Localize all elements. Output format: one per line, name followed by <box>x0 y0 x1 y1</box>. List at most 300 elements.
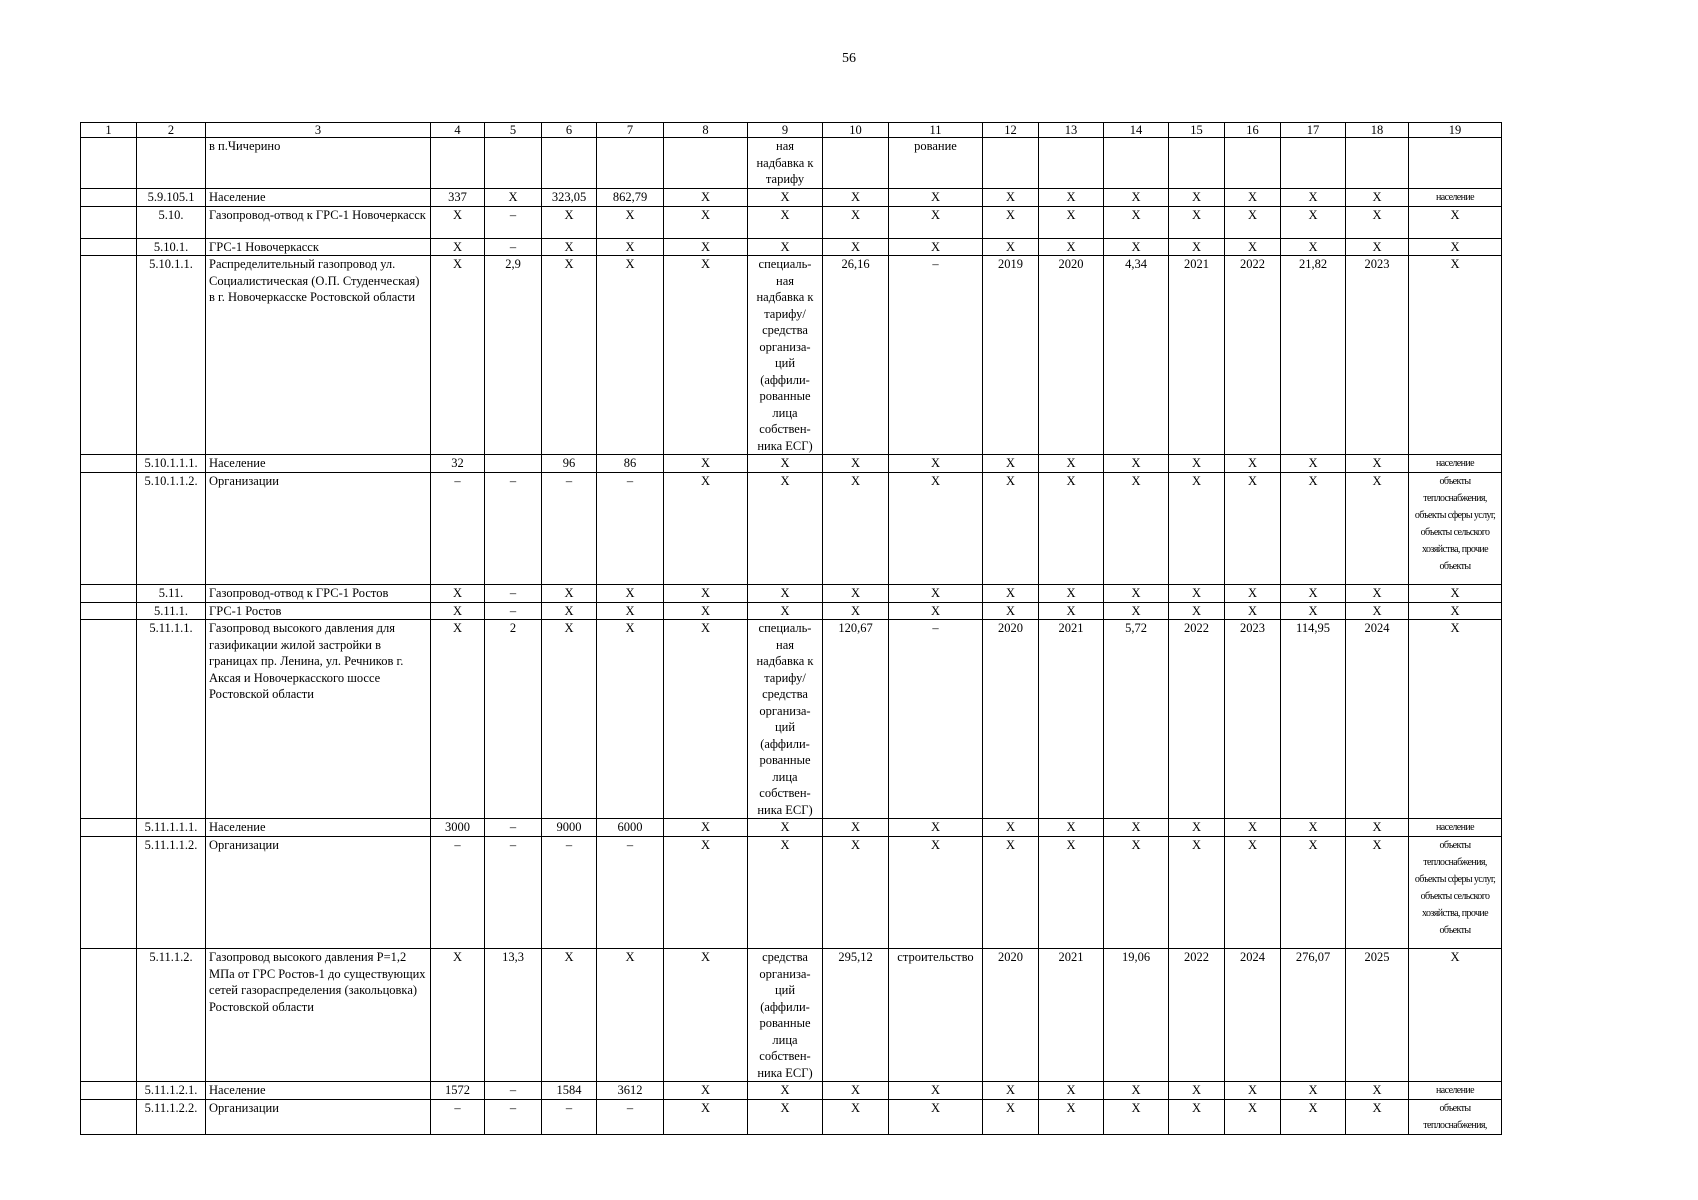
table-cell-col-16: X <box>1225 455 1281 473</box>
table-cell-col-19: X <box>1409 602 1502 620</box>
table-cell-col-4: 337 <box>431 188 485 206</box>
table-cell-col-19: X <box>1409 620 1502 819</box>
table-cell-col-18: X <box>1346 455 1409 473</box>
table-cell-col-15: X <box>1169 585 1225 603</box>
table-cell-col-10: X <box>823 819 889 837</box>
table-cell-col-12: X <box>983 206 1039 238</box>
table-cell-col-11: – <box>889 620 983 819</box>
column-header-3: 3 <box>206 123 431 138</box>
table-cell-col-10 <box>823 138 889 189</box>
table-cell-col-17 <box>1281 138 1346 189</box>
table-cell-col-2: 5.10.1. <box>137 238 206 256</box>
table-cell-col-18: X <box>1346 1082 1409 1100</box>
table-cell-col-5: – <box>485 473 542 585</box>
table-cell-col-15: 2022 <box>1169 620 1225 819</box>
table-cell-col-5: – <box>485 1100 542 1135</box>
table-cell-col-15: X <box>1169 455 1225 473</box>
table-row <box>81 1100 1502 1135</box>
table-cell-col-11: X <box>889 238 983 256</box>
table-row <box>81 585 1502 603</box>
table-cell-col-18: 2023 <box>1346 256 1409 455</box>
table-cell-col-7: X <box>597 256 664 455</box>
table-cell-col-8: X <box>664 949 748 1082</box>
table-cell-col-5: 13,3 <box>485 949 542 1082</box>
column-header-18: 18 <box>1346 123 1409 138</box>
table-cell-col-16: X <box>1225 837 1281 949</box>
table-cell-col-18: X <box>1346 602 1409 620</box>
table-cell-col-3: Организации <box>206 473 431 585</box>
table-cell-col-7: X <box>597 585 664 603</box>
table-cell-col-3: Население <box>206 455 431 473</box>
table-cell-col-8: X <box>664 256 748 455</box>
table-cell-col-2: 5.10.1.1.1. <box>137 455 206 473</box>
table-cell-col-11: X <box>889 188 983 206</box>
table-cell-col-12: X <box>983 837 1039 949</box>
table-cell-col-9: X <box>748 455 823 473</box>
table-cell-col-6: – <box>542 473 597 585</box>
table-cell-col-14: X <box>1104 837 1169 949</box>
table-row <box>81 620 1502 819</box>
table-cell-col-6: – <box>542 837 597 949</box>
table-cell-col-1 <box>81 206 137 238</box>
table-cell-col-14: 5,72 <box>1104 620 1169 819</box>
table-cell-col-5: – <box>485 585 542 603</box>
table-cell-col-10: X <box>823 188 889 206</box>
table-cell-col-15: X <box>1169 238 1225 256</box>
table-cell-col-13: X <box>1039 819 1104 837</box>
column-header-2: 2 <box>137 123 206 138</box>
table-cell-col-13: X <box>1039 1082 1104 1100</box>
table-cell-col-5: – <box>485 602 542 620</box>
table-cell-col-17: 114,95 <box>1281 620 1346 819</box>
table-cell-col-3: Газопровод-отвод к ГРС-1 Новочеркасск <box>206 206 431 238</box>
table-cell-col-6: X <box>542 585 597 603</box>
table-cell-col-11: X <box>889 473 983 585</box>
table-cell-col-3: ГРС-1 Новочеркасск <box>206 238 431 256</box>
table-cell-col-11: X <box>889 206 983 238</box>
table-cell-col-9: специаль- ная надбавка к тарифу/ средства организа- ций (аффили- рованные лица собствен- ника ЕСГ) <box>748 620 823 819</box>
table-cell-col-2: 5.11.1.2. <box>137 949 206 1082</box>
table-cell-col-19: население <box>1409 1082 1502 1100</box>
table-cell-col-5: X <box>485 188 542 206</box>
table-cell-col-7: – <box>597 837 664 949</box>
column-header-16: 16 <box>1225 123 1281 138</box>
table-cell-col-19: население <box>1409 819 1502 837</box>
table-row <box>81 455 1502 473</box>
table-cell-col-18: X <box>1346 1100 1409 1135</box>
column-header-5: 5 <box>485 123 542 138</box>
table-cell-col-10: X <box>823 1100 889 1135</box>
table-cell-col-18: X <box>1346 206 1409 238</box>
table-cell-col-18 <box>1346 138 1409 189</box>
table-cell-col-16: X <box>1225 602 1281 620</box>
table-cell-col-11: рование <box>889 138 983 189</box>
table-cell-col-13: X <box>1039 473 1104 585</box>
table-cell-col-14: X <box>1104 238 1169 256</box>
page-number: 56 <box>842 51 856 66</box>
table-cell-col-9: X <box>748 238 823 256</box>
table-cell-col-13: X <box>1039 837 1104 949</box>
column-header-17: 17 <box>1281 123 1346 138</box>
table-cell-col-3: Население <box>206 188 431 206</box>
table-cell-col-5: 2 <box>485 620 542 819</box>
table-cell-col-9: X <box>748 602 823 620</box>
table-cell-col-6: X <box>542 206 597 238</box>
table-cell-col-13 <box>1039 138 1104 189</box>
table-cell-col-6: X <box>542 256 597 455</box>
table-cell-col-12: X <box>983 585 1039 603</box>
table-cell-col-5: – <box>485 238 542 256</box>
table-cell-col-14: X <box>1104 1082 1169 1100</box>
table-cell-col-9: средства организа- ций (аффили- рованные лица собствен- ника ЕСГ) <box>748 949 823 1082</box>
table-cell-col-15 <box>1169 138 1225 189</box>
table-cell-col-15: X <box>1169 206 1225 238</box>
table-cell-col-19: X <box>1409 585 1502 603</box>
data-table <box>80 122 1502 1135</box>
table-row <box>81 819 1502 837</box>
table-cell-col-8: X <box>664 1100 748 1135</box>
column-header-11: 11 <box>889 123 983 138</box>
table-cell-col-14: X <box>1104 455 1169 473</box>
table-cell-col-16 <box>1225 138 1281 189</box>
table-cell-col-14 <box>1104 138 1169 189</box>
table-cell-col-11: X <box>889 1082 983 1100</box>
table-cell-col-5: – <box>485 206 542 238</box>
table-cell-col-18: X <box>1346 585 1409 603</box>
table-cell-col-10: X <box>823 238 889 256</box>
table-cell-col-4: – <box>431 837 485 949</box>
table-cell-col-1 <box>81 837 137 949</box>
table-row <box>81 1082 1502 1100</box>
table-cell-col-1 <box>81 256 137 455</box>
table-body <box>81 138 1502 1135</box>
table-cell-col-12: 2020 <box>983 620 1039 819</box>
table-cell-col-9: X <box>748 1082 823 1100</box>
table-cell-col-6: X <box>542 620 597 819</box>
table-cell-col-6: X <box>542 602 597 620</box>
table-cell-col-8: X <box>664 473 748 585</box>
table-cell-col-8: X <box>664 206 748 238</box>
table-cell-col-17: X <box>1281 238 1346 256</box>
table-cell-col-7: 862,79 <box>597 188 664 206</box>
table-cell-col-13: X <box>1039 602 1104 620</box>
table-cell-col-13: 2021 <box>1039 620 1104 819</box>
table-cell-col-17: X <box>1281 819 1346 837</box>
table-cell-col-11: X <box>889 1100 983 1135</box>
table-cell-col-6: 9000 <box>542 819 597 837</box>
table-cell-col-1 <box>81 585 137 603</box>
table-cell-col-14: 4,34 <box>1104 256 1169 455</box>
column-header-19: 19 <box>1409 123 1502 138</box>
table-cell-col-15: 2022 <box>1169 949 1225 1082</box>
table-cell-col-5: – <box>485 837 542 949</box>
table-cell-col-16: 2022 <box>1225 256 1281 455</box>
table-cell-col-7: X <box>597 949 664 1082</box>
table-cell-col-15: X <box>1169 188 1225 206</box>
table-cell-col-3: Организации <box>206 1100 431 1135</box>
table-cell-col-3: в п.Чичерино <box>206 138 431 189</box>
table-cell-col-4: – <box>431 1100 485 1135</box>
table-cell-col-10: X <box>823 1082 889 1100</box>
table-cell-col-8: X <box>664 602 748 620</box>
table-cell-col-14: X <box>1104 188 1169 206</box>
table-cell-col-12: X <box>983 819 1039 837</box>
table-cell-col-12: X <box>983 455 1039 473</box>
table-cell-col-15: X <box>1169 1082 1225 1100</box>
table-cell-col-9: X <box>748 585 823 603</box>
table-cell-col-4: 32 <box>431 455 485 473</box>
table-cell-col-1 <box>81 819 137 837</box>
table-cell-col-19: X <box>1409 949 1502 1082</box>
table-cell-col-7: X <box>597 238 664 256</box>
table-cell-col-1 <box>81 1082 137 1100</box>
table-cell-col-4: X <box>431 256 485 455</box>
table-row <box>81 473 1502 585</box>
table-cell-col-1 <box>81 238 137 256</box>
table-cell-col-1 <box>81 602 137 620</box>
table-cell-col-2: 5.11.1.1.1. <box>137 819 206 837</box>
table-cell-col-16: X <box>1225 238 1281 256</box>
table-cell-col-3: Газопровод-отвод к ГРС-1 Ростов <box>206 585 431 603</box>
table-cell-col-8: X <box>664 188 748 206</box>
table-cell-col-10: X <box>823 837 889 949</box>
column-header-10: 10 <box>823 123 889 138</box>
table-cell-col-15: X <box>1169 819 1225 837</box>
column-header-9: 9 <box>748 123 823 138</box>
table-cell-col-16: 2023 <box>1225 620 1281 819</box>
table-cell-col-12: 2019 <box>983 256 1039 455</box>
table-cell-col-13: X <box>1039 585 1104 603</box>
table-cell-col-17: 276,07 <box>1281 949 1346 1082</box>
table-cell-col-2: 5.9.105.1 <box>137 188 206 206</box>
table-cell-col-19: X <box>1409 206 1502 238</box>
table-cell-col-9: X <box>748 819 823 837</box>
table-cell-col-4: X <box>431 238 485 256</box>
table-cell-col-4: 1572 <box>431 1082 485 1100</box>
table-cell-col-15: X <box>1169 602 1225 620</box>
table-cell-col-10: X <box>823 602 889 620</box>
table-cell-col-9: X <box>748 188 823 206</box>
table-cell-col-7: X <box>597 206 664 238</box>
table-cell-col-17: X <box>1281 1100 1346 1135</box>
table-cell-col-9: X <box>748 837 823 949</box>
column-header-6: 6 <box>542 123 597 138</box>
table-cell-col-7: X <box>597 620 664 819</box>
column-header-1: 1 <box>81 123 137 138</box>
table-cell-col-15: X <box>1169 1100 1225 1135</box>
table-cell-col-7: 6000 <box>597 819 664 837</box>
table-cell-col-11: X <box>889 455 983 473</box>
table-cell-col-1 <box>81 620 137 819</box>
table-cell-col-11: X <box>889 837 983 949</box>
table-cell-col-15: X <box>1169 473 1225 585</box>
table-cell-col-7: – <box>597 473 664 585</box>
table-cell-col-11: X <box>889 819 983 837</box>
table-cell-col-18: 2025 <box>1346 949 1409 1082</box>
table-cell-col-7 <box>597 138 664 189</box>
table-cell-col-7: 3612 <box>597 1082 664 1100</box>
table-cell-col-13: 2020 <box>1039 256 1104 455</box>
table-cell-col-8 <box>664 138 748 189</box>
table-row <box>81 188 1502 206</box>
table-cell-col-19: X <box>1409 238 1502 256</box>
column-header-4: 4 <box>431 123 485 138</box>
table-cell-col-7: 86 <box>597 455 664 473</box>
table-cell-col-13: 2021 <box>1039 949 1104 1082</box>
table-cell-col-18: X <box>1346 473 1409 585</box>
table-cell-col-8: X <box>664 620 748 819</box>
table-cell-col-18: 2024 <box>1346 620 1409 819</box>
table-cell-col-11: – <box>889 256 983 455</box>
table-cell-col-1 <box>81 949 137 1082</box>
table-cell-col-8: X <box>664 585 748 603</box>
table-cell-col-9: X <box>748 473 823 585</box>
table-cell-col-3: Население <box>206 1082 431 1100</box>
table-cell-col-2: 5.11.1.1.2. <box>137 837 206 949</box>
table-cell-col-14: X <box>1104 819 1169 837</box>
table-cell-col-2: 5.10. <box>137 206 206 238</box>
column-number-row <box>81 123 1502 138</box>
table-cell-col-8: X <box>664 837 748 949</box>
table-cell-col-3: Газопровод высокого давления P=1,2 МПа от ГРС Ростов-1 до существующих сетей газораспределения (закольцовка) Ростовской области <box>206 949 431 1082</box>
table-row <box>81 256 1502 455</box>
table-cell-col-10: 120,67 <box>823 620 889 819</box>
table-cell-col-10: 26,16 <box>823 256 889 455</box>
table-cell-col-17: 21,82 <box>1281 256 1346 455</box>
table-cell-col-19: объекты теплоснабжения, объекты сферы услуг, объекты сельского хозяйства, прочие объекты <box>1409 837 1502 949</box>
table-cell-col-12: X <box>983 1082 1039 1100</box>
column-header-15: 15 <box>1169 123 1225 138</box>
table-row <box>81 138 1502 189</box>
table-cell-col-6: 96 <box>542 455 597 473</box>
table-cell-col-7: X <box>597 602 664 620</box>
table-cell-col-3: Организации <box>206 837 431 949</box>
table-cell-col-5 <box>485 455 542 473</box>
table-cell-col-17: X <box>1281 585 1346 603</box>
table-cell-col-6: X <box>542 238 597 256</box>
table-cell-col-14: X <box>1104 585 1169 603</box>
table-cell-col-3: Распределительный газопровод ул. Социалистическая (О.П. Студенческая) в г. Новочеркасске Ростовской области <box>206 256 431 455</box>
table-cell-col-2: 5.11.1.2.1. <box>137 1082 206 1100</box>
table-cell-col-1 <box>81 473 137 585</box>
table-cell-col-16: X <box>1225 1082 1281 1100</box>
table-cell-col-9: X <box>748 206 823 238</box>
table-cell-col-17: X <box>1281 1082 1346 1100</box>
table-cell-col-6 <box>542 138 597 189</box>
table-cell-col-3: ГРС-1 Ростов <box>206 602 431 620</box>
column-header-12: 12 <box>983 123 1039 138</box>
table-cell-col-16: X <box>1225 1100 1281 1135</box>
table-cell-col-12: 2020 <box>983 949 1039 1082</box>
table-cell-col-14: X <box>1104 1100 1169 1135</box>
table-cell-col-16: 2024 <box>1225 949 1281 1082</box>
table-cell-col-12: X <box>983 473 1039 585</box>
table-cell-col-4: 3000 <box>431 819 485 837</box>
table-cell-col-1 <box>81 455 137 473</box>
table-cell-col-1 <box>81 1100 137 1135</box>
table-cell-col-16: X <box>1225 188 1281 206</box>
table-cell-col-14: X <box>1104 602 1169 620</box>
table-cell-col-14: X <box>1104 206 1169 238</box>
table-row <box>81 837 1502 949</box>
table-cell-col-12: X <box>983 602 1039 620</box>
table-cell-col-19: объекты теплоснабжения, объекты сферы услуг, объекты сельского хозяйства, прочие объекты <box>1409 473 1502 585</box>
table-cell-col-19: объекты теплоснабжения, <box>1409 1100 1502 1135</box>
column-header-7: 7 <box>597 123 664 138</box>
table-cell-col-5: – <box>485 819 542 837</box>
table-cell-col-11: X <box>889 585 983 603</box>
table-cell-col-17: X <box>1281 602 1346 620</box>
table-cell-col-16: X <box>1225 473 1281 585</box>
table-cell-col-2: 5.10.1.1.2. <box>137 473 206 585</box>
table-cell-col-10: X <box>823 455 889 473</box>
table-cell-col-6: 323,05 <box>542 188 597 206</box>
table-cell-col-13: X <box>1039 238 1104 256</box>
table-cell-col-16: X <box>1225 585 1281 603</box>
table-cell-col-4: X <box>431 602 485 620</box>
table-cell-col-4: X <box>431 620 485 819</box>
table-cell-col-2: 5.11.1. <box>137 602 206 620</box>
table-cell-col-8: X <box>664 455 748 473</box>
table-row <box>81 206 1502 238</box>
table-cell-col-19: X <box>1409 256 1502 455</box>
table-cell-col-6: X <box>542 949 597 1082</box>
table-cell-col-6: – <box>542 1100 597 1135</box>
table-cell-col-6: 1584 <box>542 1082 597 1100</box>
table-cell-col-14: 19,06 <box>1104 949 1169 1082</box>
table-cell-col-5: – <box>485 1082 542 1100</box>
table-cell-col-17: X <box>1281 188 1346 206</box>
table-cell-col-5: 2,9 <box>485 256 542 455</box>
table-cell-col-10: X <box>823 473 889 585</box>
column-header-14: 14 <box>1104 123 1169 138</box>
table-cell-col-14: X <box>1104 473 1169 585</box>
table-cell-col-2: 5.10.1.1. <box>137 256 206 455</box>
table-cell-col-12: X <box>983 1100 1039 1135</box>
table-row <box>81 949 1502 1082</box>
table-cell-col-2: 5.11.1.1. <box>137 620 206 819</box>
table-cell-col-18: X <box>1346 238 1409 256</box>
table-cell-col-17: X <box>1281 837 1346 949</box>
table-cell-col-4: – <box>431 473 485 585</box>
table-cell-col-19: население <box>1409 188 1502 206</box>
table-cell-col-15: 2021 <box>1169 256 1225 455</box>
table-cell-col-15: X <box>1169 837 1225 949</box>
table-cell-col-12: X <box>983 188 1039 206</box>
table-cell-col-4 <box>431 138 485 189</box>
table-cell-col-9: ная надбавка к тарифу <box>748 138 823 189</box>
table-cell-col-1 <box>81 188 137 206</box>
table-cell-col-1 <box>81 138 137 189</box>
table-cell-col-11: X <box>889 602 983 620</box>
table-cell-col-18: X <box>1346 837 1409 949</box>
table-cell-col-18: X <box>1346 188 1409 206</box>
table-cell-col-3: Газопровод высокого давления для газификации жилой застройки в границах пр. Ленина, ул. Речников г. Аксая и Новочеркасского шоссе Ростовской области <box>206 620 431 819</box>
table-cell-col-11: строительство <box>889 949 983 1082</box>
table-cell-col-13: X <box>1039 455 1104 473</box>
table-cell-col-5 <box>485 138 542 189</box>
table-cell-col-19: население <box>1409 455 1502 473</box>
table-row <box>81 238 1502 256</box>
table-cell-col-16: X <box>1225 206 1281 238</box>
table-row <box>81 602 1502 620</box>
table-cell-col-7: – <box>597 1100 664 1135</box>
column-header-8: 8 <box>664 123 748 138</box>
table-cell-col-12 <box>983 138 1039 189</box>
table-cell-col-13: X <box>1039 188 1104 206</box>
table-cell-col-10: X <box>823 206 889 238</box>
table-cell-col-17: X <box>1281 473 1346 585</box>
